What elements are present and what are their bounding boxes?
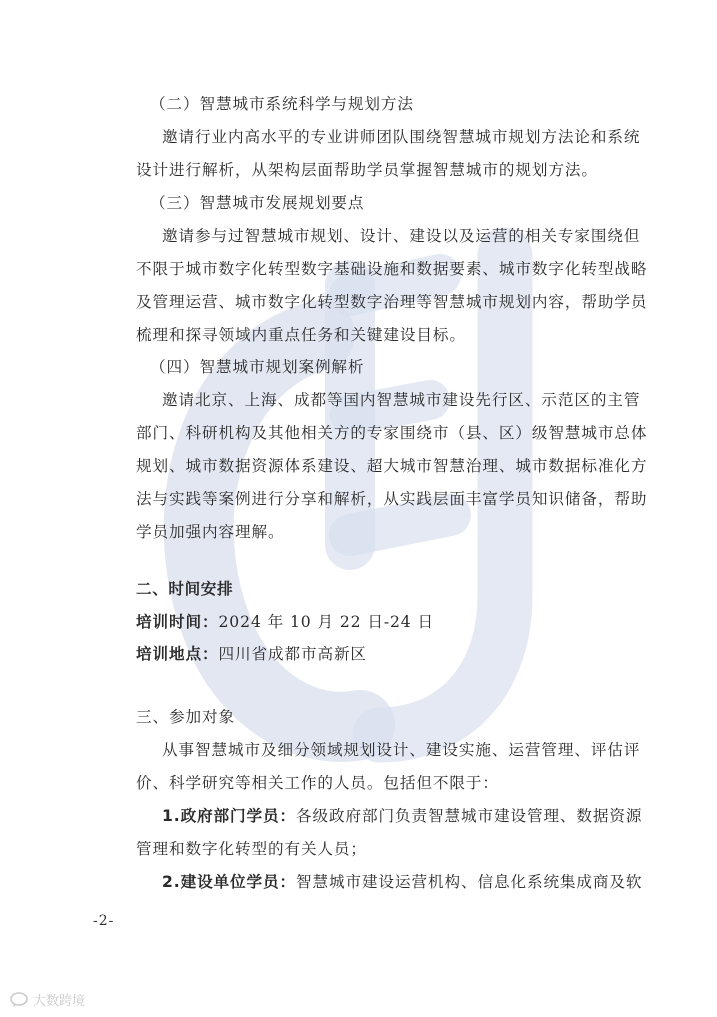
paragraph-line: 价、科学研究等相关工作的人员。包括但不限于： <box>136 774 499 792</box>
audience-item-2-text: 智慧城市建设运营机构、信息化系统集成商及软 <box>296 873 643 891</box>
paragraph-line: 设计进行解析，从架构层面帮助学员掌握智慧城市的规划方法。 <box>136 161 598 179</box>
training-place <box>136 644 367 664</box>
corner-watermark <box>10 990 85 1009</box>
section-3-title: （三）智慧城市发展规划要点 <box>150 194 365 212</box>
paragraph-line: 管理和数字化转型的有关人员； <box>136 840 367 858</box>
page-number: -2- <box>93 913 115 929</box>
audience-heading: 三、参加对象 <box>136 708 235 726</box>
training-time-label: 培训时间： <box>136 613 219 631</box>
audience-item-1 <box>162 806 642 826</box>
paragraph-line: 邀请北京、上海、成都等国内智慧城市建设先行区、示范区的主管 <box>162 391 641 409</box>
training-place-value: 四川省成都市高新区 <box>218 645 367 663</box>
paragraph-line: 学员加强内容理解。 <box>136 523 285 541</box>
chat-bubble-icon <box>10 992 30 1008</box>
paragraph-line: 邀请参与过智慧城市规划、设计、建设以及运营的相关专家围绕但 <box>162 227 641 245</box>
paragraph-line: 不限于城市数字化转型数字基础设施和数据要素、城市数字化转型战略 <box>136 260 648 278</box>
training-time-value: 2024 年 10 月 22 日-24 日 <box>218 613 434 631</box>
paragraph-line: 及管理运营、城市数字化转型数字治理等智慧城市规划内容，帮助学员 <box>136 293 648 311</box>
paragraph-line: 从事智慧城市及细分领域规划设计、建设实施、运营管理、评估评 <box>162 741 641 759</box>
corner-logo-text: 大数跨境 <box>33 994 86 1009</box>
schedule-heading: 二、时间安排 <box>136 580 234 598</box>
paragraph-line: 法与实践等案例进行分享和解析，从实践层面丰富学员知识储备，帮助 <box>136 490 648 508</box>
paragraph-line: 邀请行业内高水平的专业讲师团队围绕智慧城市规划方法论和系统 <box>162 128 641 146</box>
section-2-title: （二）智慧城市系统科学与规划方法 <box>150 95 414 113</box>
audience-item-1-text: 各级政府部门负责智慧城市建设管理、数据资源 <box>296 807 643 825</box>
audience-item-1-label: 1.政府部门学员： <box>162 807 297 825</box>
training-place-label: 培训地点： <box>136 645 219 663</box>
paragraph-line: 部门、科研机构及其他相关方的专家围绕市（县、区）级智慧城市总体 <box>136 424 648 442</box>
paragraph-line: 梳理和探寻领域内重点任务和关键建设目标。 <box>136 326 466 344</box>
paragraph-line: 规划、城市数据资源体系建设、超大城市智慧治理、城市数据标准化方 <box>136 457 648 475</box>
section-4-title: （四）智慧城市规划案例解析 <box>150 358 365 376</box>
audience-item-2 <box>162 872 642 892</box>
training-time <box>136 612 434 632</box>
audience-item-2-label: 2.建设单位学员： <box>162 873 297 891</box>
